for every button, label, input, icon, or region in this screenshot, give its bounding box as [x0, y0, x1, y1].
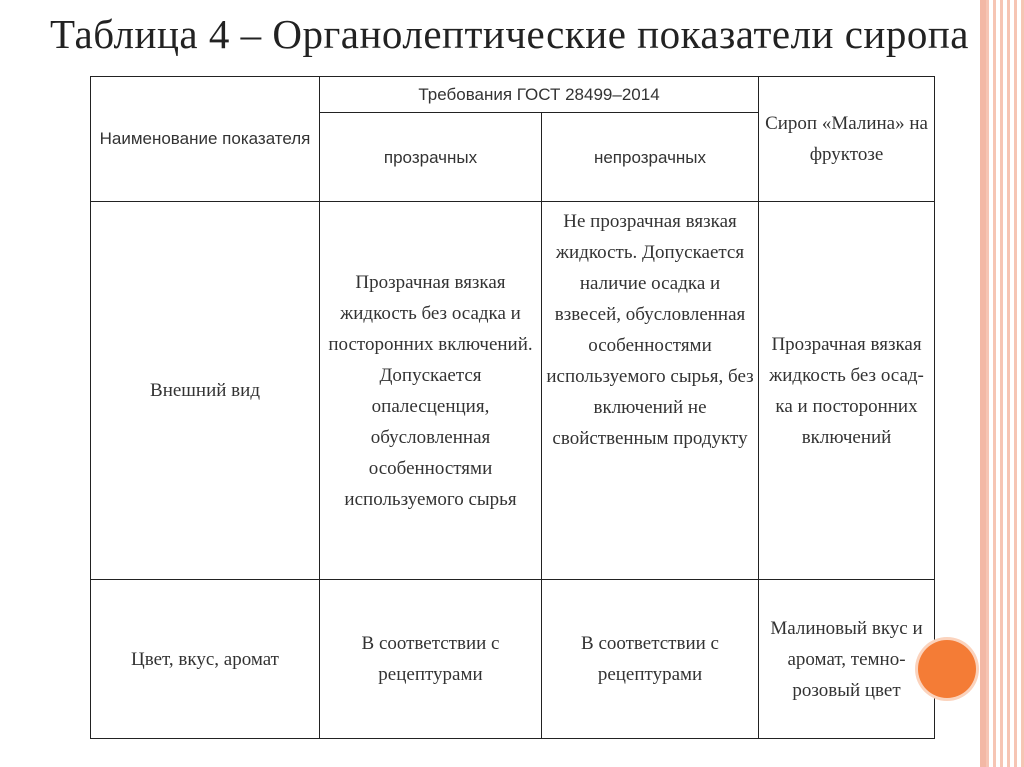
organoleptic-table [90, 76, 935, 739]
cell-color-syrup: Малиновый вкус и аромат, темно-розовый цвет [759, 580, 935, 739]
cell-appearance-syrup: Прозрачная вязкая жидкость без осад-ка и посторонних включений [759, 202, 935, 580]
table-row [91, 580, 935, 739]
row-name-color: Цвет, вкус, аромат [91, 580, 320, 739]
cell-appearance-opaque: Не прозрачная вязкая жидкость. Допускается наличие осадка и взвесей, обусловленная особенностями используемого сырья, без включений не свойственным продукту [542, 202, 759, 580]
header-syrup: Сироп «Малина» на фруктозе [759, 77, 935, 202]
header-opaque: непрозрачных [542, 113, 759, 202]
cell-appearance-transparent: Прозрачная вязкая жидкость без осадка и посторонних включений. Допускается опалесценция, обусловленная особенностями используемого сырья [320, 202, 542, 580]
decorative-circle [918, 640, 976, 698]
header-indicator: Наименование показателя [91, 77, 320, 202]
decorative-stripe-edge [980, 0, 986, 767]
cell-color-transparent: В соответствии с рецептурами [320, 580, 542, 739]
decorative-stripes [986, 0, 1024, 767]
page-title: Таблица 4 – Органолептические показатели сиропа [50, 11, 969, 57]
header-transparent: прозрачных [320, 113, 542, 202]
cell-color-opaque: В соответствии с рецептурами [542, 580, 759, 739]
header-gost: Требования ГОСТ 28499–2014 [320, 77, 759, 113]
table-row [91, 202, 935, 580]
row-name-appearance: Внешний вид [91, 202, 320, 580]
